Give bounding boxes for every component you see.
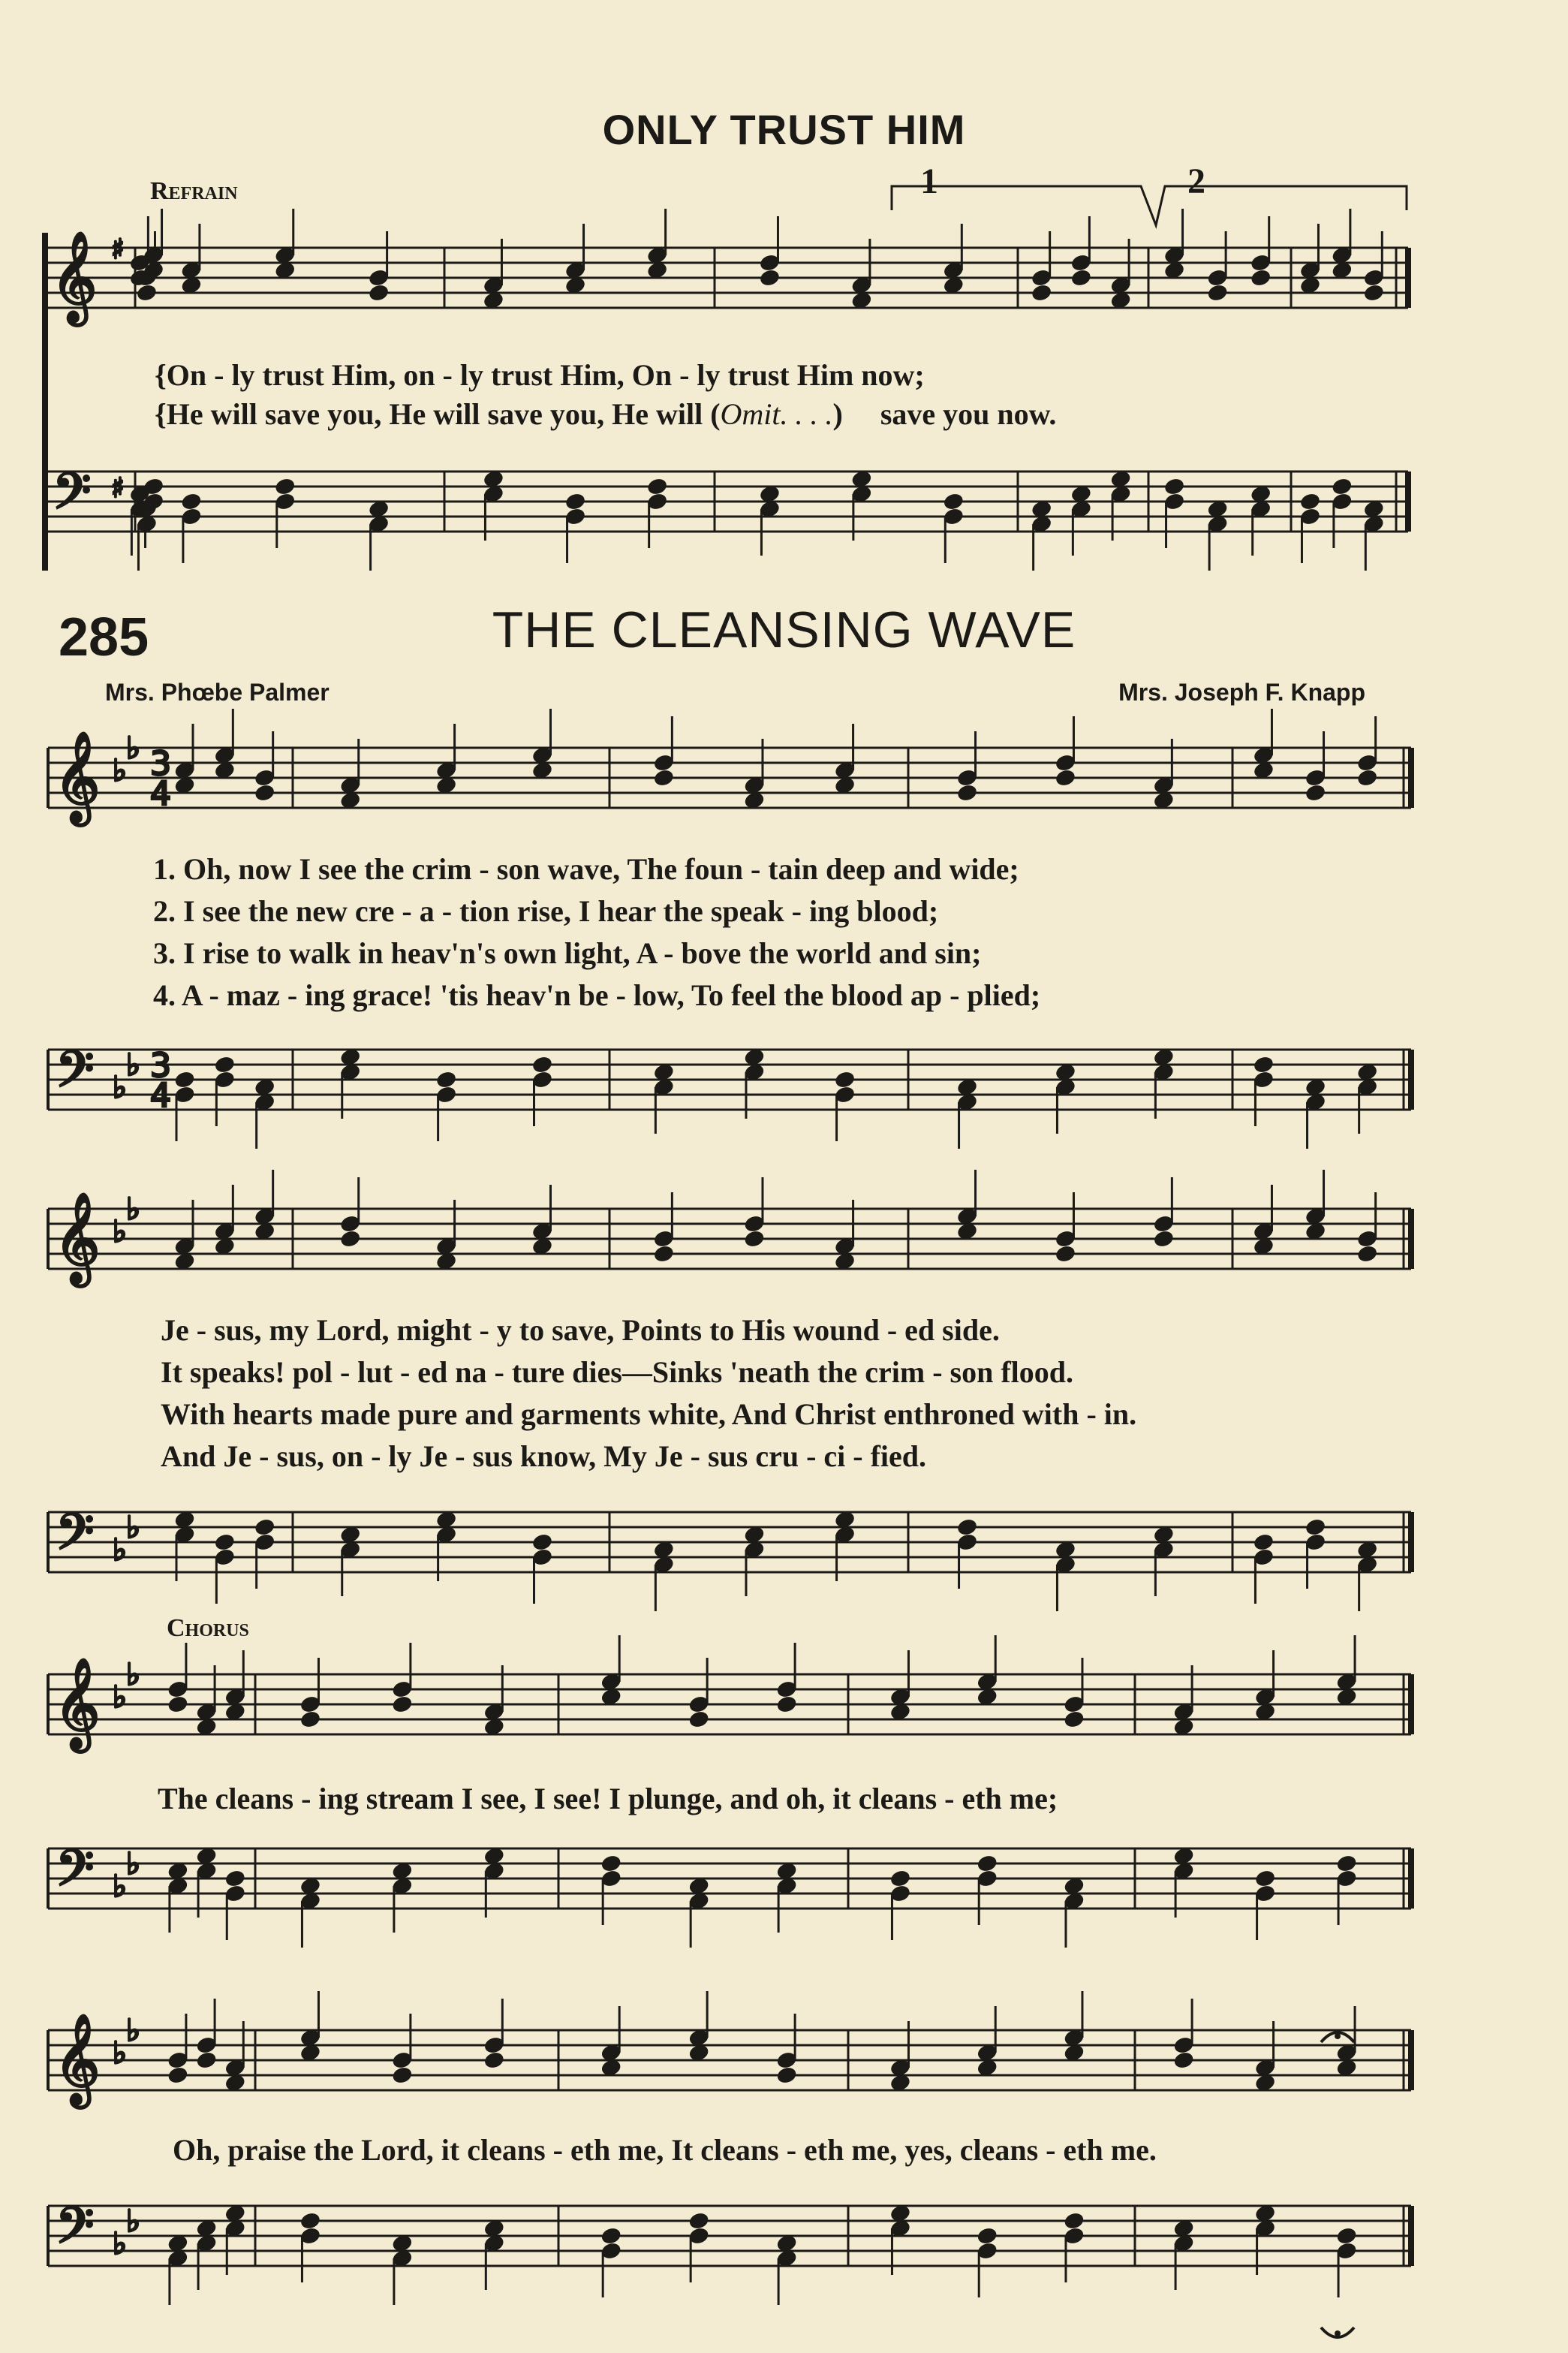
notehead xyxy=(1336,1854,1358,1872)
notehead xyxy=(1173,2050,1195,2069)
hymn-title: THE CLEANSING WAVE xyxy=(492,601,1076,658)
flat-icon: ♭ xyxy=(113,1680,127,1715)
notehead xyxy=(483,2050,505,2069)
notehead xyxy=(1163,477,1185,496)
flat-icon: ♭ xyxy=(126,731,140,766)
notehead xyxy=(1305,1517,1326,1536)
flat-icon: ♭ xyxy=(113,2036,127,2071)
notehead xyxy=(646,477,668,496)
verse-3-line-b: With hearts made pure and garments white, And Christ enthroned with - in. xyxy=(161,1397,1137,1431)
flat-icon: ♭ xyxy=(126,2014,140,2048)
notehead xyxy=(564,492,586,511)
notehead xyxy=(224,1869,246,1888)
treble-clef-icon: 𝄞 xyxy=(54,1657,101,1749)
flat-icon: ♭ xyxy=(126,1847,140,1881)
notehead xyxy=(1254,1869,1276,1888)
flat-icon: ♭ xyxy=(126,1192,140,1227)
notehead xyxy=(653,1244,675,1263)
notehead xyxy=(1055,768,1076,787)
bass-clef-icon: 𝄢 xyxy=(56,1041,95,1110)
flat-icon: ♭ xyxy=(126,1511,140,1545)
bass-clef-icon: 𝄢 xyxy=(56,2197,95,2267)
notehead xyxy=(435,1070,457,1089)
second-ending-number: 2 xyxy=(1187,161,1205,201)
refrain-lyric-line-1: {On - ly trust Him, on - ly trust Him, On - ly trust Him now; xyxy=(155,358,925,392)
notehead xyxy=(392,2065,414,2084)
notehead xyxy=(776,2065,798,2084)
notehead xyxy=(274,477,296,496)
flat-icon: ♭ xyxy=(113,2227,127,2261)
verse-4-line-b: And Je - sus, on - ly Je - sus know, My Je - sus cru - ci - fied. xyxy=(161,1439,927,1473)
notehead xyxy=(214,1055,236,1074)
notehead xyxy=(1250,268,1272,287)
notehead xyxy=(653,768,675,787)
verse-4-line-a: 4. A - maz - ing grace! 'tis heav'n be - low, To feel the blood ap - plied; xyxy=(153,978,1041,1012)
notehead xyxy=(744,1229,766,1248)
notehead xyxy=(167,2065,189,2084)
time-signature-numerator: 3 xyxy=(150,1047,171,1085)
bass-clef-icon: 𝄢 xyxy=(56,1839,95,1909)
treble-clef-icon: 𝄞 xyxy=(54,731,101,822)
notehead xyxy=(1253,1055,1275,1074)
notehead xyxy=(956,783,978,802)
notehead xyxy=(1064,1710,1085,1728)
chorus-lyric-line-1: The cleans - ing stream I see, I see! I plunge, and oh, it cleans - eth me; xyxy=(158,1782,1058,1815)
flat-icon: ♭ xyxy=(113,1869,127,1904)
first-ending-number: 1 xyxy=(920,161,938,201)
volta-brackets xyxy=(892,186,1407,225)
treble-clef-icon: 𝄞 xyxy=(54,1192,101,1283)
notehead xyxy=(1207,283,1229,302)
words-credit: Mrs. Phœbe Palmer xyxy=(105,679,330,706)
notehead xyxy=(1336,2226,1358,2245)
notehead xyxy=(1064,2211,1085,2230)
notehead xyxy=(254,783,275,802)
time-signature-denominator: 4 xyxy=(150,775,171,813)
verse-1-line-b: Je - sus, my Lord, might - y to save, Points to His wound - ed side. xyxy=(161,1313,1000,1347)
notehead xyxy=(1253,1532,1275,1551)
notehead xyxy=(600,1854,622,1872)
sharp-icon: ♯ xyxy=(111,473,125,504)
notehead xyxy=(531,1055,553,1074)
notehead xyxy=(1363,283,1385,302)
flat-icon: ♭ xyxy=(113,1533,127,1568)
notehead xyxy=(136,283,158,302)
notehead xyxy=(776,1695,798,1713)
flat-icon: ♭ xyxy=(113,754,127,788)
notehead xyxy=(1356,1244,1378,1263)
notehead xyxy=(889,1869,911,1888)
notehead xyxy=(1055,1244,1076,1263)
notehead xyxy=(174,1070,196,1089)
notehead xyxy=(181,492,203,511)
notehead xyxy=(956,1517,978,1536)
treble-clef-icon: 𝄞 xyxy=(51,230,98,322)
flat-icon: ♭ xyxy=(113,1215,127,1249)
flat-icon: ♭ xyxy=(126,1658,140,1692)
notehead xyxy=(688,2211,710,2230)
flat-icon: ♭ xyxy=(126,1048,140,1083)
notehead xyxy=(1332,477,1353,496)
notehead xyxy=(1299,492,1321,511)
notehead xyxy=(299,2211,321,2230)
notehead xyxy=(299,1710,321,1728)
notehead xyxy=(1031,283,1052,302)
notehead xyxy=(196,2050,218,2069)
notehead xyxy=(943,492,965,511)
song-title-only-trust-him: ONLY TRUST HIM xyxy=(602,106,966,153)
notehead xyxy=(600,2226,622,2245)
notehead xyxy=(254,1517,275,1536)
notehead xyxy=(1305,783,1326,802)
verse-2-line-b: It speaks! pol - lut - ed na - ture dies—Sinks 'neath the crim - son flood. xyxy=(161,1355,1074,1389)
notehead xyxy=(531,1532,553,1551)
notehead xyxy=(688,1710,710,1728)
notehead xyxy=(368,283,390,302)
chorus-label: Chorus xyxy=(167,1614,249,1642)
notehead xyxy=(977,2226,998,2245)
bass-clef-icon: 𝄢 xyxy=(53,462,92,532)
music-credit: Mrs. Joseph F. Knapp xyxy=(1118,679,1365,706)
treble-clef-icon: 𝄞 xyxy=(54,2013,101,2104)
verse-2-line-a: 2. I see the new cre - a - tion rise, I hear the speak - ing blood; xyxy=(153,894,939,928)
notehead xyxy=(759,268,781,287)
notehead xyxy=(392,1695,414,1713)
verse-1-line-a: 1. Oh, now I see the crim - son wave, The foun - tain deep and wide; xyxy=(153,852,1019,886)
refrain-label: Refrain xyxy=(150,177,238,205)
hymn-number: 285 xyxy=(59,607,149,667)
verse-3-line-a: 3. I rise to walk in heav'n's own light, A - bove the world and sin; xyxy=(153,936,982,970)
notehead xyxy=(834,1070,856,1089)
notehead xyxy=(1356,768,1378,787)
notehead xyxy=(167,1695,189,1713)
chorus-lyric-line-2: Oh, praise the Lord, it cleans - eth me, It cleans - eth me, yes, cleans - eth me. xyxy=(173,2133,1157,2167)
flat-icon: ♭ xyxy=(126,2204,140,2239)
time-signature-denominator: 4 xyxy=(150,1077,171,1115)
notehead xyxy=(1153,1229,1175,1248)
notehead xyxy=(339,1229,361,1248)
time-signature-numerator: 3 xyxy=(150,745,171,783)
notehead xyxy=(1070,268,1092,287)
notehead xyxy=(214,1532,236,1551)
notehead xyxy=(977,1854,998,1872)
bass-clef-icon: 𝄢 xyxy=(56,1503,95,1573)
refrain-lyric-line-2: {He will save you, He will save you, He will (Omit. . . .) save you now. xyxy=(155,397,1057,431)
flat-icon: ♭ xyxy=(113,1071,127,1105)
sharp-icon: ♯ xyxy=(111,234,125,265)
